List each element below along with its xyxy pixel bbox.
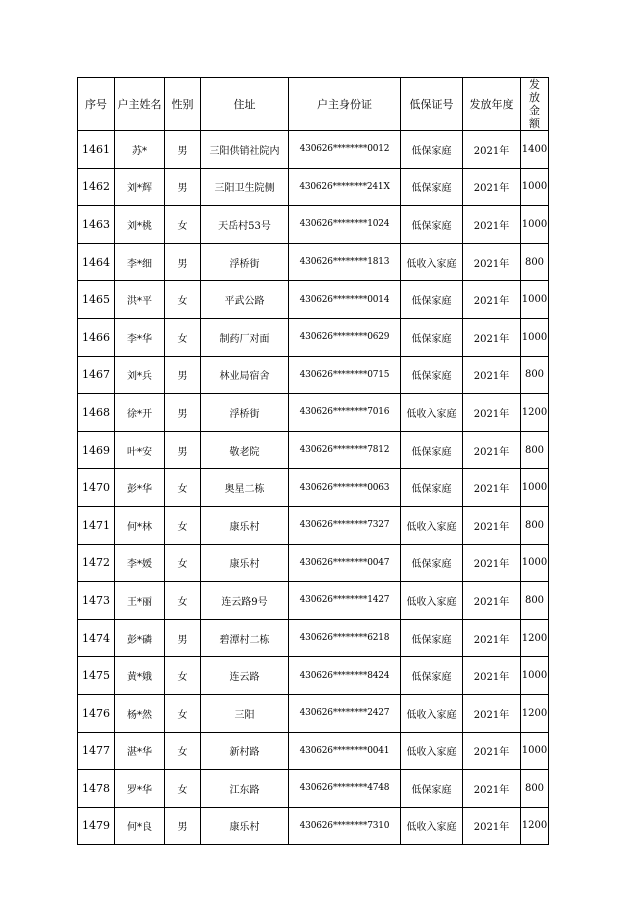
cell-amount: 800: [521, 770, 549, 808]
cell-amount: 1000: [521, 544, 549, 582]
cell-type: 低保家庭: [401, 657, 463, 695]
cell-name: 彭*华: [115, 469, 165, 507]
cell-type: 低保家庭: [401, 469, 463, 507]
cell-year: 2021年: [463, 732, 521, 770]
cell-id: 430626********6218: [289, 619, 401, 657]
cell-type: 低收入家庭: [401, 394, 463, 432]
table-row: [78, 694, 549, 732]
table-row: [78, 431, 549, 469]
cell-year: 2021年: [463, 318, 521, 356]
table-row: [78, 243, 549, 281]
cell-seq: 1475: [78, 657, 115, 695]
cell-seq: 1471: [78, 506, 115, 544]
cell-amount: 800: [521, 582, 549, 620]
cell-id: 430626********4748: [289, 770, 401, 808]
cell-name: 洪*平: [115, 281, 165, 319]
cell-name: 叶*安: [115, 431, 165, 469]
header-amount-label: 发放金额: [529, 78, 540, 130]
cell-gender: 女: [165, 206, 201, 244]
cell-id: 430626********1024: [289, 206, 401, 244]
cell-year: 2021年: [463, 469, 521, 507]
cell-name: 李*华: [115, 318, 165, 356]
cell-amount: 1200: [521, 807, 549, 845]
cell-type: 低保家庭: [401, 356, 463, 394]
cell-amount: 1000: [521, 732, 549, 770]
table-row: [78, 318, 549, 356]
cell-name: 刘*桃: [115, 206, 165, 244]
cell-year: 2021年: [463, 206, 521, 244]
cell-seq: 1461: [78, 131, 115, 169]
cell-type: 低收入家庭: [401, 807, 463, 845]
header-id: 户主身份证: [289, 78, 401, 131]
cell-type: 低收入家庭: [401, 582, 463, 620]
table-row: [78, 544, 549, 582]
cell-address: 浮桥街: [201, 243, 289, 281]
table-row: [78, 619, 549, 657]
cell-name: 李*细: [115, 243, 165, 281]
cell-gender: 女: [165, 318, 201, 356]
cell-gender: 女: [165, 281, 201, 319]
cell-year: 2021年: [463, 431, 521, 469]
cell-year: 2021年: [463, 694, 521, 732]
cell-type: 低收入家庭: [401, 732, 463, 770]
cell-seq: 1477: [78, 732, 115, 770]
cell-seq: 1473: [78, 582, 115, 620]
table-row: [78, 770, 549, 808]
cell-address: 平武公路: [201, 281, 289, 319]
table-row: [78, 506, 549, 544]
cell-year: 2021年: [463, 544, 521, 582]
cell-gender: 男: [165, 243, 201, 281]
cell-id: 430626********1813: [289, 243, 401, 281]
header-row: [78, 78, 549, 131]
cell-seq: 1472: [78, 544, 115, 582]
header-amount: [521, 78, 549, 131]
table-row: [78, 807, 549, 845]
cell-id: 430626********2427: [289, 694, 401, 732]
cell-seq: 1466: [78, 318, 115, 356]
cell-year: 2021年: [463, 807, 521, 845]
cell-id: 430626********7327: [289, 506, 401, 544]
cell-year: 2021年: [463, 770, 521, 808]
cell-name: 苏*: [115, 131, 165, 169]
table-row: [78, 394, 549, 432]
cell-gender: 男: [165, 356, 201, 394]
cell-amount: 1200: [521, 619, 549, 657]
cell-year: 2021年: [463, 619, 521, 657]
cell-gender: 女: [165, 506, 201, 544]
cell-address: 林业局宿舍: [201, 356, 289, 394]
cell-id: 430626********0047: [289, 544, 401, 582]
cell-gender: 女: [165, 657, 201, 695]
cell-year: 2021年: [463, 582, 521, 620]
cell-id: 430626********241X: [289, 168, 401, 206]
table-body: [78, 131, 549, 845]
cell-type: 低收入家庭: [401, 694, 463, 732]
cell-id: 430626********0063: [289, 469, 401, 507]
cell-address: 康乐村: [201, 506, 289, 544]
header-type: 低保证号: [401, 78, 463, 131]
cell-address: 三阳供销社院内: [201, 131, 289, 169]
cell-name: 刘*辉: [115, 168, 165, 206]
cell-amount: 1200: [521, 394, 549, 432]
cell-amount: 1000: [521, 281, 549, 319]
cell-gender: 男: [165, 131, 201, 169]
cell-address: 制药厂对面: [201, 318, 289, 356]
cell-address: 敬老院: [201, 431, 289, 469]
cell-seq: 1479: [78, 807, 115, 845]
cell-year: 2021年: [463, 131, 521, 169]
cell-amount: 1200: [521, 694, 549, 732]
cell-seq: 1465: [78, 281, 115, 319]
cell-amount: 1000: [521, 469, 549, 507]
cell-type: 低保家庭: [401, 206, 463, 244]
cell-year: 2021年: [463, 657, 521, 695]
cell-name: 何*良: [115, 807, 165, 845]
cell-name: 何*林: [115, 506, 165, 544]
cell-address: 浮桥街: [201, 394, 289, 432]
table-row: [78, 582, 549, 620]
cell-address: 江东路: [201, 770, 289, 808]
cell-address: 奥星二栋: [201, 469, 289, 507]
cell-id: 430626********0014: [289, 281, 401, 319]
cell-year: 2021年: [463, 506, 521, 544]
cell-type: 低收入家庭: [401, 506, 463, 544]
table-row: [78, 356, 549, 394]
cell-seq: 1462: [78, 168, 115, 206]
cell-gender: 女: [165, 544, 201, 582]
cell-amount: 800: [521, 431, 549, 469]
cell-type: 低保家庭: [401, 131, 463, 169]
cell-address: 三阳: [201, 694, 289, 732]
cell-amount: 800: [521, 506, 549, 544]
cell-amount: 1000: [521, 318, 549, 356]
cell-seq: 1476: [78, 694, 115, 732]
cell-seq: 1467: [78, 356, 115, 394]
header-year: 发放年度: [463, 78, 521, 131]
cell-year: 2021年: [463, 394, 521, 432]
table-row: [78, 732, 549, 770]
table-row: [78, 469, 549, 507]
cell-name: 罗*华: [115, 770, 165, 808]
cell-seq: 1463: [78, 206, 115, 244]
cell-year: 2021年: [463, 243, 521, 281]
cell-id: 430626********1427: [289, 582, 401, 620]
cell-type: 低保家庭: [401, 318, 463, 356]
cell-id: 430626********0629: [289, 318, 401, 356]
cell-address: 三阳卫生院侧: [201, 168, 289, 206]
cell-type: 低保家庭: [401, 770, 463, 808]
cell-id: 430626********8424: [289, 657, 401, 695]
cell-amount: 800: [521, 243, 549, 281]
table-row: [78, 131, 549, 169]
cell-name: 李*媛: [115, 544, 165, 582]
cell-address: 康乐村: [201, 807, 289, 845]
cell-name: 杨*然: [115, 694, 165, 732]
cell-type: 低保家庭: [401, 544, 463, 582]
cell-name: 徐*开: [115, 394, 165, 432]
cell-id: 430626********0041: [289, 732, 401, 770]
cell-name: 彭*磷: [115, 619, 165, 657]
cell-year: 2021年: [463, 168, 521, 206]
cell-amount: 1000: [521, 168, 549, 206]
cell-address: 康乐村: [201, 544, 289, 582]
header-gender: 性别: [165, 78, 201, 131]
cell-id: 430626********0715: [289, 356, 401, 394]
cell-id: 430626********7016: [289, 394, 401, 432]
cell-name: 湛*华: [115, 732, 165, 770]
cell-address: 连云路9号: [201, 582, 289, 620]
table-row: [78, 281, 549, 319]
cell-name: 黄*娥: [115, 657, 165, 695]
cell-name: 刘*兵: [115, 356, 165, 394]
cell-gender: 女: [165, 582, 201, 620]
cell-gender: 女: [165, 469, 201, 507]
cell-seq: 1468: [78, 394, 115, 432]
cell-type: 低保家庭: [401, 619, 463, 657]
cell-seq: 1469: [78, 431, 115, 469]
cell-gender: 男: [165, 394, 201, 432]
cell-year: 2021年: [463, 281, 521, 319]
cell-gender: 女: [165, 694, 201, 732]
table-row: [78, 657, 549, 695]
table-row: [78, 206, 549, 244]
cell-address: 碧潭村二栋: [201, 619, 289, 657]
cell-gender: 男: [165, 431, 201, 469]
cell-gender: 女: [165, 770, 201, 808]
header-seq: 序号: [78, 78, 115, 131]
cell-type: 低保家庭: [401, 168, 463, 206]
cell-gender: 男: [165, 619, 201, 657]
cell-gender: 男: [165, 807, 201, 845]
cell-address: 天岳村53号: [201, 206, 289, 244]
cell-address: 新村路: [201, 732, 289, 770]
header-address: 住址: [201, 78, 289, 131]
cell-id: 430626********7310: [289, 807, 401, 845]
cell-year: 2021年: [463, 356, 521, 394]
table-row: [78, 168, 549, 206]
cell-id: 430626********7812: [289, 431, 401, 469]
cell-amount: 1000: [521, 206, 549, 244]
cell-type: 低保家庭: [401, 431, 463, 469]
header-name: 户主姓名: [115, 78, 165, 131]
cell-seq: 1474: [78, 619, 115, 657]
cell-address: 连云路: [201, 657, 289, 695]
cell-amount: 1000: [521, 657, 549, 695]
cell-seq: 1470: [78, 469, 115, 507]
cell-gender: 女: [165, 732, 201, 770]
cell-gender: 男: [165, 168, 201, 206]
cell-amount: 800: [521, 356, 549, 394]
cell-type: 低收入家庭: [401, 243, 463, 281]
cell-seq: 1478: [78, 770, 115, 808]
household-table: [77, 77, 549, 845]
cell-id: 430626********0012: [289, 131, 401, 169]
cell-type: 低保家庭: [401, 281, 463, 319]
cell-amount: 1400: [521, 131, 549, 169]
cell-seq: 1464: [78, 243, 115, 281]
cell-name: 王*丽: [115, 582, 165, 620]
